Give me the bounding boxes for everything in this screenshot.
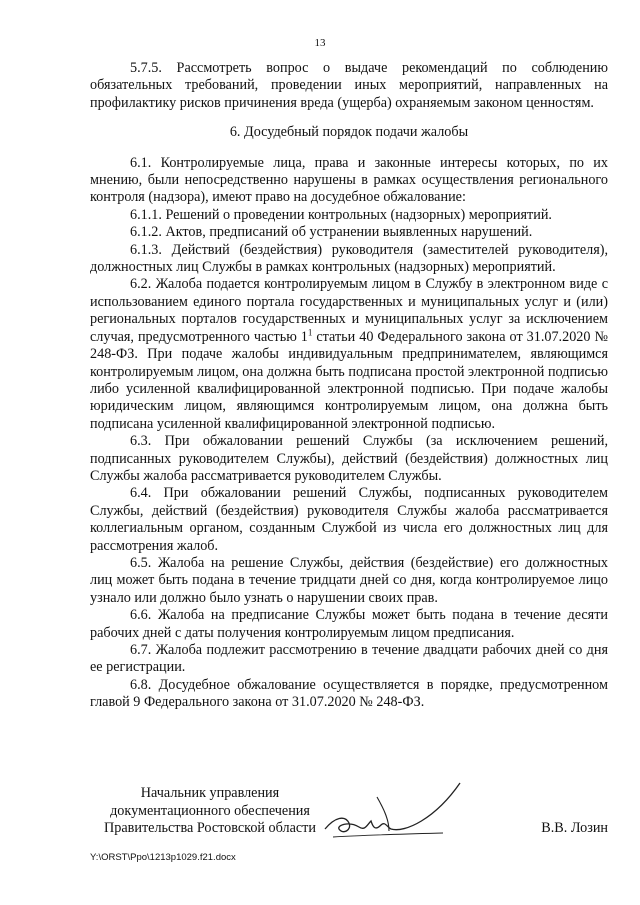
page-number: 13 — [314, 37, 326, 49]
paragraph-6-2-part-b: статьи 40 Федерального закона от 31.07.2020 № 248-ФЗ. При подаче жалобы индивидуальным предпринимателем, являющимся контролируемым лицом, она должна быть подписана простой электронной подписью либо усиленной квалифицированной электронной подписью. При подаче жалобы юридическим лицом, являющимся контролируемым лицом, она должна быть подписана усиленной квалифицированной электронной подписью. — [90, 328, 608, 432]
signatory-title — [90, 785, 330, 838]
paragraph-6-4: 6.4. При обжаловании решений Службы, подписанных руководителем Службы, действий (бездействия) руководителя Службы жалоба рассматривается коллегиальным органом, созданным Службой из числа его должностных лиц для рассмотрения жалоб. — [90, 485, 608, 554]
paragraph-6-8: 6.8. Досудебное обжалование осуществляется в порядке, предусмотренном главой 9 Федерального закона от 31.07.2020 № 248-ФЗ. — [90, 676, 608, 711]
superscript: 1 — [307, 326, 313, 337]
paragraph-5-7-5: 5.7.5. Рассмотреть вопрос о выдаче рекомендаций по соблюдению обязательных требований, проведении иных мероприятий, направленных на профилактику рисков причинения вреда (ущерба) охраняемым законом ценностям. — [90, 60, 608, 111]
paragraph-6-1-3: 6.1.3. Действий (бездействия) руководителя (заместителей руководителя), должностных лиц Службы в рамках контрольных (надзорных) мероприятий. — [90, 241, 608, 276]
paragraph-6-6: 6.6. Жалоба на предписание Службы может быть подана в течение десяти рабочих дней с даты получения контролируемым лицом предписания. — [90, 607, 608, 641]
section-heading-6: 6. Досудебный порядок подачи жалобы — [229, 124, 469, 141]
paragraph-6-7: 6.7. Жалоба подлежит рассмотрению в течение двадцати рабочих дней со дня ее регистрации. — [90, 642, 608, 676]
signatory-title-line-2: документационного обеспечения — [110, 802, 310, 819]
paragraph-6-1-2: 6.1.2. Актов, предписаний об устранении выявленных нарушений. — [130, 224, 533, 241]
signatory-title-line-1: Начальник управления — [140, 785, 280, 801]
signatory-name: В.В. Лозин — [541, 820, 608, 836]
paragraph-6-3: 6.3. При обжаловании решений Службы (за исключением решений, подписанных руководителем Службы), действий (бездействия) должностных лиц Службы жалоба рассматривается руководителем Службы. — [90, 433, 608, 484]
paragraph-6-2-part-a: 6.2. Жалоба подается контролируемым лицом в Службу в электронном виде с использованием единого портала государственных и муниципальных услуг и (или) региональных порталов государственных и муниципальных услуг за исключением случая, предусмотренного частью 1 — [90, 276, 608, 345]
paragraph-6-5: 6.5. Жалоба на решение Службы, действия (бездействие) его должностных лиц может быть подана в течение тридцати дней со дня, когда контролируемое лицо узнало или должно было узнать о нарушении своих прав. — [90, 554, 608, 606]
signatory-title-line-3: Правительства Ростовской области — [104, 820, 316, 837]
file-path-footer: Y:\ORST\Ppo\1213p1029.f21.docx — [90, 852, 236, 863]
document-body — [90, 60, 608, 712]
handwritten-signature — [315, 777, 465, 847]
paragraph-6-2 — [90, 276, 608, 433]
paragraph-6-1-1: 6.1.1. Решений о проведении контрольных (надзорных) мероприятий. — [130, 206, 552, 223]
paragraph-6-1: 6.1. Контролируемые лица, права и законные интересы которых, по их мнению, были непосредственно нарушены в рамках осуществления регионального контроля (надзора), имеют право на досудебное обжалование: — [90, 154, 608, 206]
